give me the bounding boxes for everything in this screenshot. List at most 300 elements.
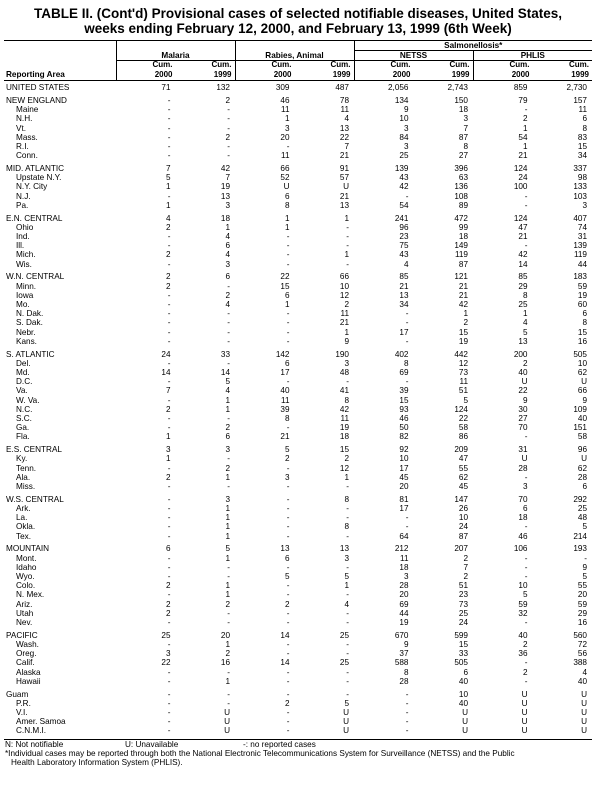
reporting-area-cell: Mont. xyxy=(16,553,37,563)
value-cell: 41 xyxy=(339,386,349,396)
value-cell: 9 xyxy=(403,640,409,650)
value-cell: 6 xyxy=(225,241,230,251)
value-cell: 6 xyxy=(284,358,290,368)
value-cell: 11 xyxy=(340,309,349,319)
value-cell: - xyxy=(346,649,349,659)
table-row xyxy=(4,541,592,554)
value-cell: 70 xyxy=(518,423,528,433)
value-cell: 3 xyxy=(344,553,349,563)
value-cell: 9 xyxy=(582,395,587,405)
col-header-cum: Cum. xyxy=(473,61,533,70)
value-cell: - xyxy=(227,618,230,628)
value-cell: 3 xyxy=(403,123,409,133)
value-cell: 24 xyxy=(518,173,528,183)
value-cell: 1 xyxy=(522,309,528,319)
value-cell: 11 xyxy=(578,105,587,115)
value-cell: 2 xyxy=(344,299,349,309)
value-cell: 9 xyxy=(344,336,349,346)
value-cell: - xyxy=(286,463,290,473)
value-cell: - xyxy=(227,141,230,151)
value-cell: 82 xyxy=(399,432,409,442)
value-cell: U xyxy=(343,182,349,192)
value-cell: 15 xyxy=(399,395,409,405)
value-cell: 119 xyxy=(573,250,587,260)
reporting-area-cell: La. xyxy=(16,513,28,523)
value-cell: - xyxy=(167,522,171,532)
value-cell: 17 xyxy=(399,463,409,473)
value-cell: - xyxy=(286,231,290,241)
table-row xyxy=(4,269,592,282)
value-cell: U xyxy=(343,708,349,718)
legend-not-notifiable: N: Not notifiable xyxy=(5,739,64,749)
value-cell: 6 xyxy=(522,504,528,513)
title-line-2: weeks ending February 12, 2000, and February 13, 1999 (6th Week) xyxy=(84,21,512,36)
value-cell: 8 xyxy=(403,667,409,677)
reporting-area-cell: E.S. CENTRAL xyxy=(6,445,62,455)
value-cell: 6 xyxy=(582,482,587,491)
table-row xyxy=(4,210,592,223)
value-cell: 2,743 xyxy=(447,83,468,93)
value-cell: 18 xyxy=(518,513,528,523)
table-row xyxy=(4,668,592,677)
value-cell: 98 xyxy=(577,173,587,183)
value-cell: 17 xyxy=(399,504,409,513)
value-cell: - xyxy=(286,726,290,736)
col-header-cum: Cum. xyxy=(211,60,232,70)
reporting-area-cell: Upstate N.Y. xyxy=(16,173,62,183)
reporting-area-cell: Idaho xyxy=(16,562,37,572)
value-cell: 2 xyxy=(165,404,171,414)
value-cell: - xyxy=(227,562,230,572)
reporting-area-cell: Colo. xyxy=(16,581,36,591)
value-cell: - xyxy=(346,513,349,523)
value-cell: 2 xyxy=(225,649,230,659)
value-cell: 1 xyxy=(225,404,230,414)
reporting-area-cell: Maine xyxy=(16,105,39,115)
value-cell: 54 xyxy=(518,132,528,142)
value-cell: 4 xyxy=(165,213,171,223)
value-cell: 2 xyxy=(284,454,290,464)
value-cell: 40 xyxy=(577,676,587,686)
reporting-area-cell: W.S. CENTRAL xyxy=(6,494,64,504)
value-cell: 1 xyxy=(225,531,230,541)
value-cell: - xyxy=(167,358,171,368)
reporting-area-cell: Va. xyxy=(16,386,28,396)
value-cell: 30 xyxy=(518,404,528,414)
value-cell: 2 xyxy=(522,358,528,368)
value-cell: - xyxy=(167,667,171,677)
table-row xyxy=(4,260,592,269)
reporting-area-cell: Vt. xyxy=(16,123,27,133)
table-row xyxy=(4,337,592,346)
reporting-area-cell: Mo. xyxy=(16,299,30,309)
value-cell: 46 xyxy=(399,413,409,423)
value-cell: 9 xyxy=(403,105,409,115)
value-cell: - xyxy=(286,336,290,346)
reporting-area-cell: Tenn. xyxy=(16,463,37,473)
value-cell: 79 xyxy=(518,95,528,105)
value-cell: 2,056 xyxy=(388,83,409,93)
value-cell: 8 xyxy=(284,413,290,423)
value-cell: 13 xyxy=(280,544,290,554)
page xyxy=(4,0,592,768)
value-cell: 59 xyxy=(577,281,587,291)
value-cell: 42 xyxy=(399,182,409,192)
value-cell: 57 xyxy=(339,173,349,183)
value-cell: 4 xyxy=(225,231,230,241)
value-cell: - xyxy=(286,562,290,572)
value-cell: 37 xyxy=(399,649,409,659)
footnote-line-1: *Individual cases may be reported through both the National Electronic Telecommunications System for Surveillance (NETSS) and the Public xyxy=(5,749,515,759)
col-header-year: 2000 xyxy=(116,70,176,81)
value-cell: - xyxy=(405,708,409,718)
value-cell: - xyxy=(167,717,171,727)
value-cell: 36 xyxy=(518,649,528,659)
value-cell: - xyxy=(167,290,171,300)
value-cell: - xyxy=(227,281,230,291)
value-cell: 51 xyxy=(458,581,468,591)
value-cell: U xyxy=(224,726,230,736)
value-cell: 39 xyxy=(280,404,290,414)
value-cell: - xyxy=(286,676,290,686)
value-cell: 20 xyxy=(577,590,587,600)
value-cell: 6 xyxy=(582,114,587,124)
value-cell: 487 xyxy=(335,83,349,93)
value-cell: 3 xyxy=(225,494,230,504)
table-row xyxy=(4,726,592,735)
value-cell: - xyxy=(346,689,349,699)
salmonellosis-header: Salmonellosis* xyxy=(354,41,592,51)
value-cell: 2 xyxy=(165,222,171,232)
value-cell: 66 xyxy=(577,386,587,396)
table-row xyxy=(4,627,592,640)
value-cell: 11 xyxy=(340,105,349,115)
value-cell: 40 xyxy=(458,698,468,708)
value-cell: - xyxy=(346,640,349,650)
table-row xyxy=(4,522,592,531)
value-cell: - xyxy=(286,504,290,513)
reporting-area-cell: Okla. xyxy=(16,522,36,532)
reporting-area-cell: MID. ATLANTIC xyxy=(6,163,65,173)
value-cell: 42 xyxy=(339,404,349,414)
value-cell: 59 xyxy=(518,599,528,609)
value-cell: U xyxy=(521,689,528,699)
value-cell: - xyxy=(346,231,349,241)
value-cell: 588 xyxy=(394,658,409,668)
value-cell: 18 xyxy=(458,231,468,241)
value-cell: 62 xyxy=(458,472,468,482)
value-cell: 149 xyxy=(454,241,468,251)
value-cell: - xyxy=(227,114,230,124)
value-cell: 4 xyxy=(582,667,587,677)
value-cell: 100 xyxy=(513,182,528,192)
table-row xyxy=(4,618,592,627)
value-cell: 2 xyxy=(522,640,528,650)
footnotes xyxy=(4,740,592,768)
value-cell: U xyxy=(462,717,468,727)
value-cell: - xyxy=(346,504,349,513)
value-cell: 62 xyxy=(577,463,587,473)
reporting-area-cell: R.I. xyxy=(16,141,29,151)
value-cell: 34 xyxy=(577,151,587,161)
value-cell: 40 xyxy=(280,386,290,396)
value-cell: 8 xyxy=(344,522,349,532)
value-cell: - xyxy=(405,309,409,319)
reporting-area-cell: Mich. xyxy=(16,250,36,260)
value-cell: U xyxy=(581,377,587,387)
value-cell: 55 xyxy=(577,581,587,591)
value-cell: 4 xyxy=(225,299,230,309)
value-cell: - xyxy=(346,531,349,541)
value-cell: 10 xyxy=(458,689,468,699)
reporting-area-cell: UNITED STATES xyxy=(6,83,70,93)
value-cell: - xyxy=(227,123,230,133)
value-cell: 2 xyxy=(165,272,171,282)
value-cell: 12 xyxy=(339,290,349,300)
reporting-area-cell: Utah xyxy=(16,608,34,618)
table-row xyxy=(4,346,592,359)
value-cell: - xyxy=(286,494,290,504)
value-cell: - xyxy=(167,689,171,699)
table-row xyxy=(4,532,592,541)
value-cell: 7 xyxy=(463,562,468,572)
value-cell: - xyxy=(524,562,528,572)
table-row xyxy=(4,318,592,327)
value-cell: U xyxy=(521,454,528,464)
value-cell: - xyxy=(167,95,171,105)
value-cell: 2 xyxy=(225,463,230,473)
table-row xyxy=(4,414,592,423)
reporting-area-cell: S.C. xyxy=(16,413,32,423)
value-cell: U xyxy=(581,698,587,708)
table-row xyxy=(4,114,592,123)
value-cell: 46 xyxy=(518,531,528,541)
value-cell: - xyxy=(286,590,290,600)
value-cell: 47 xyxy=(458,454,468,464)
value-cell: - xyxy=(346,667,349,677)
value-cell: 21 xyxy=(518,231,528,241)
value-cell: 212 xyxy=(394,544,409,554)
value-cell: - xyxy=(524,676,528,686)
table-row xyxy=(4,368,592,377)
value-cell: 63 xyxy=(458,173,468,183)
value-cell: 11 xyxy=(281,151,290,161)
value-cell: 292 xyxy=(573,494,587,504)
reporting-area-cell: MOUNTAIN xyxy=(6,544,50,554)
value-cell: 44 xyxy=(577,259,587,269)
table-row xyxy=(4,92,592,105)
table-row xyxy=(4,491,592,504)
table-title xyxy=(4,0,592,36)
value-cell: - xyxy=(167,413,171,423)
value-cell: 14 xyxy=(280,658,290,668)
value-cell: 1 xyxy=(165,454,171,464)
value-cell: 18 xyxy=(458,105,468,115)
value-cell: 10 xyxy=(399,114,409,124)
value-cell: 39 xyxy=(399,386,409,396)
reporting-area-cell: Ga. xyxy=(16,423,30,433)
value-cell: 8 xyxy=(344,494,349,504)
reporting-area-cell: Ind. xyxy=(16,231,30,241)
value-cell: - xyxy=(286,618,290,628)
value-cell: U xyxy=(521,698,528,708)
value-cell: 24 xyxy=(458,618,468,628)
table-row xyxy=(4,309,592,318)
value-cell: 2 xyxy=(522,667,528,677)
reporting-area-cell: Wyo. xyxy=(16,572,35,582)
value-cell: 25 xyxy=(518,299,528,309)
value-cell: 134 xyxy=(394,95,409,105)
value-cell: U xyxy=(343,717,349,727)
value-cell: 6 xyxy=(225,432,230,442)
value-cell: 124 xyxy=(513,213,528,223)
value-cell: U xyxy=(581,717,587,727)
value-cell: 5 xyxy=(582,572,587,582)
value-cell: 13 xyxy=(518,336,528,346)
value-cell: 407 xyxy=(573,213,587,223)
value-cell: 396 xyxy=(454,163,468,173)
table-row xyxy=(4,590,592,599)
value-cell: - xyxy=(286,241,290,251)
value-cell: 52 xyxy=(280,173,290,183)
table-row xyxy=(4,192,592,201)
value-cell: 9 xyxy=(582,562,587,572)
value-cell: 16 xyxy=(577,618,587,628)
value-cell: 11 xyxy=(459,377,468,387)
reporting-area-cell: Calif. xyxy=(16,658,35,668)
value-cell: - xyxy=(346,608,349,618)
value-cell: 42 xyxy=(458,299,468,309)
value-cell: 7 xyxy=(344,141,349,151)
value-cell: 2 xyxy=(463,553,468,563)
value-cell: 505 xyxy=(573,349,587,359)
value-cell: 85 xyxy=(518,272,528,282)
value-cell: 51 xyxy=(458,386,468,396)
reporting-area-cell: Ark. xyxy=(16,504,31,513)
value-cell: 22 xyxy=(280,272,290,282)
value-cell: U xyxy=(521,708,528,718)
table-row xyxy=(4,377,592,386)
value-cell: 1 xyxy=(225,504,230,513)
value-cell: 62 xyxy=(577,367,587,377)
table-row xyxy=(4,581,592,590)
value-cell: 10 xyxy=(518,581,528,591)
reporting-area-cell: NEW ENGLAND xyxy=(6,95,67,105)
value-cell: 78 xyxy=(339,95,349,105)
value-cell: 22 xyxy=(161,658,171,668)
value-cell: 84 xyxy=(399,132,409,142)
value-cell: 103 xyxy=(573,191,587,201)
value-cell: 6 xyxy=(463,667,468,677)
value-cell: 64 xyxy=(399,531,409,541)
value-cell: 17 xyxy=(280,367,290,377)
value-cell: 14 xyxy=(280,630,290,640)
value-cell: 28 xyxy=(577,472,587,482)
value-cell: 10 xyxy=(458,513,468,523)
phlis-header: PHLIS xyxy=(473,51,592,61)
value-cell: - xyxy=(346,482,349,491)
table-row xyxy=(4,563,592,572)
value-cell: 96 xyxy=(577,445,587,455)
value-cell: 142 xyxy=(275,349,290,359)
table-row xyxy=(4,649,592,658)
value-cell: - xyxy=(167,590,171,600)
value-cell: - xyxy=(167,504,171,513)
value-cell: - xyxy=(405,513,409,523)
value-cell: - xyxy=(405,318,409,328)
value-cell: 402 xyxy=(394,349,409,359)
value-cell: - xyxy=(167,259,171,269)
reporting-area-header: Reporting Area xyxy=(4,70,116,81)
reporting-area-cell: N.H. xyxy=(16,114,33,124)
value-cell: 108 xyxy=(454,191,468,201)
reporting-area-cell: S. ATLANTIC xyxy=(6,349,55,359)
value-cell: 22 xyxy=(518,386,528,396)
value-cell: 1 xyxy=(344,250,349,260)
value-cell: 21 xyxy=(458,281,468,291)
value-cell: - xyxy=(286,708,290,718)
value-cell: 151 xyxy=(573,423,587,433)
value-cell: 11 xyxy=(281,105,290,115)
value-cell: - xyxy=(524,553,528,563)
table-row xyxy=(4,201,592,210)
value-cell: 25 xyxy=(458,608,468,618)
value-cell: 5 xyxy=(582,522,587,532)
value-cell: - xyxy=(405,377,409,387)
value-cell: - xyxy=(167,676,171,686)
value-cell: 20 xyxy=(280,132,290,142)
reporting-area-cell: Alaska xyxy=(16,667,41,677)
value-cell: 18 xyxy=(399,562,409,572)
value-cell: 2 xyxy=(165,608,171,618)
table-row xyxy=(4,396,592,405)
value-cell: - xyxy=(286,423,290,433)
value-cell: 10 xyxy=(577,358,587,368)
value-cell: 25 xyxy=(339,630,349,640)
value-cell: 214 xyxy=(573,531,587,541)
value-cell: 859 xyxy=(513,83,528,93)
value-cell: 106 xyxy=(513,544,528,554)
value-cell: 2 xyxy=(165,250,171,260)
value-cell: 60 xyxy=(577,299,587,309)
table-row xyxy=(4,182,592,191)
table-row xyxy=(4,432,592,441)
value-cell: - xyxy=(286,259,290,269)
value-cell: 42 xyxy=(220,163,230,173)
value-cell: 81 xyxy=(399,494,409,504)
reporting-area-cell: Wis. xyxy=(16,259,32,269)
col-header-cum: Cum. xyxy=(354,61,414,70)
value-cell: 5 xyxy=(344,698,349,708)
reporting-area-cell: Ariz. xyxy=(16,599,33,609)
netss-header: NETSS xyxy=(354,51,473,61)
value-cell: 31 xyxy=(577,231,587,241)
value-cell: - xyxy=(524,472,528,482)
value-cell: 3 xyxy=(403,572,409,582)
value-cell: 1 xyxy=(225,513,230,523)
value-cell: - xyxy=(167,336,171,346)
table-row xyxy=(4,81,592,93)
value-cell: 1 xyxy=(165,432,171,442)
value-cell: 73 xyxy=(458,599,468,609)
value-cell: 1 xyxy=(165,182,171,192)
value-cell: U xyxy=(462,726,468,736)
value-cell: 4 xyxy=(225,250,230,260)
value-cell: 6 xyxy=(284,553,290,563)
value-cell: 442 xyxy=(454,349,468,359)
value-cell: 13 xyxy=(339,123,349,133)
col-header-cum: Cum. xyxy=(116,61,176,70)
